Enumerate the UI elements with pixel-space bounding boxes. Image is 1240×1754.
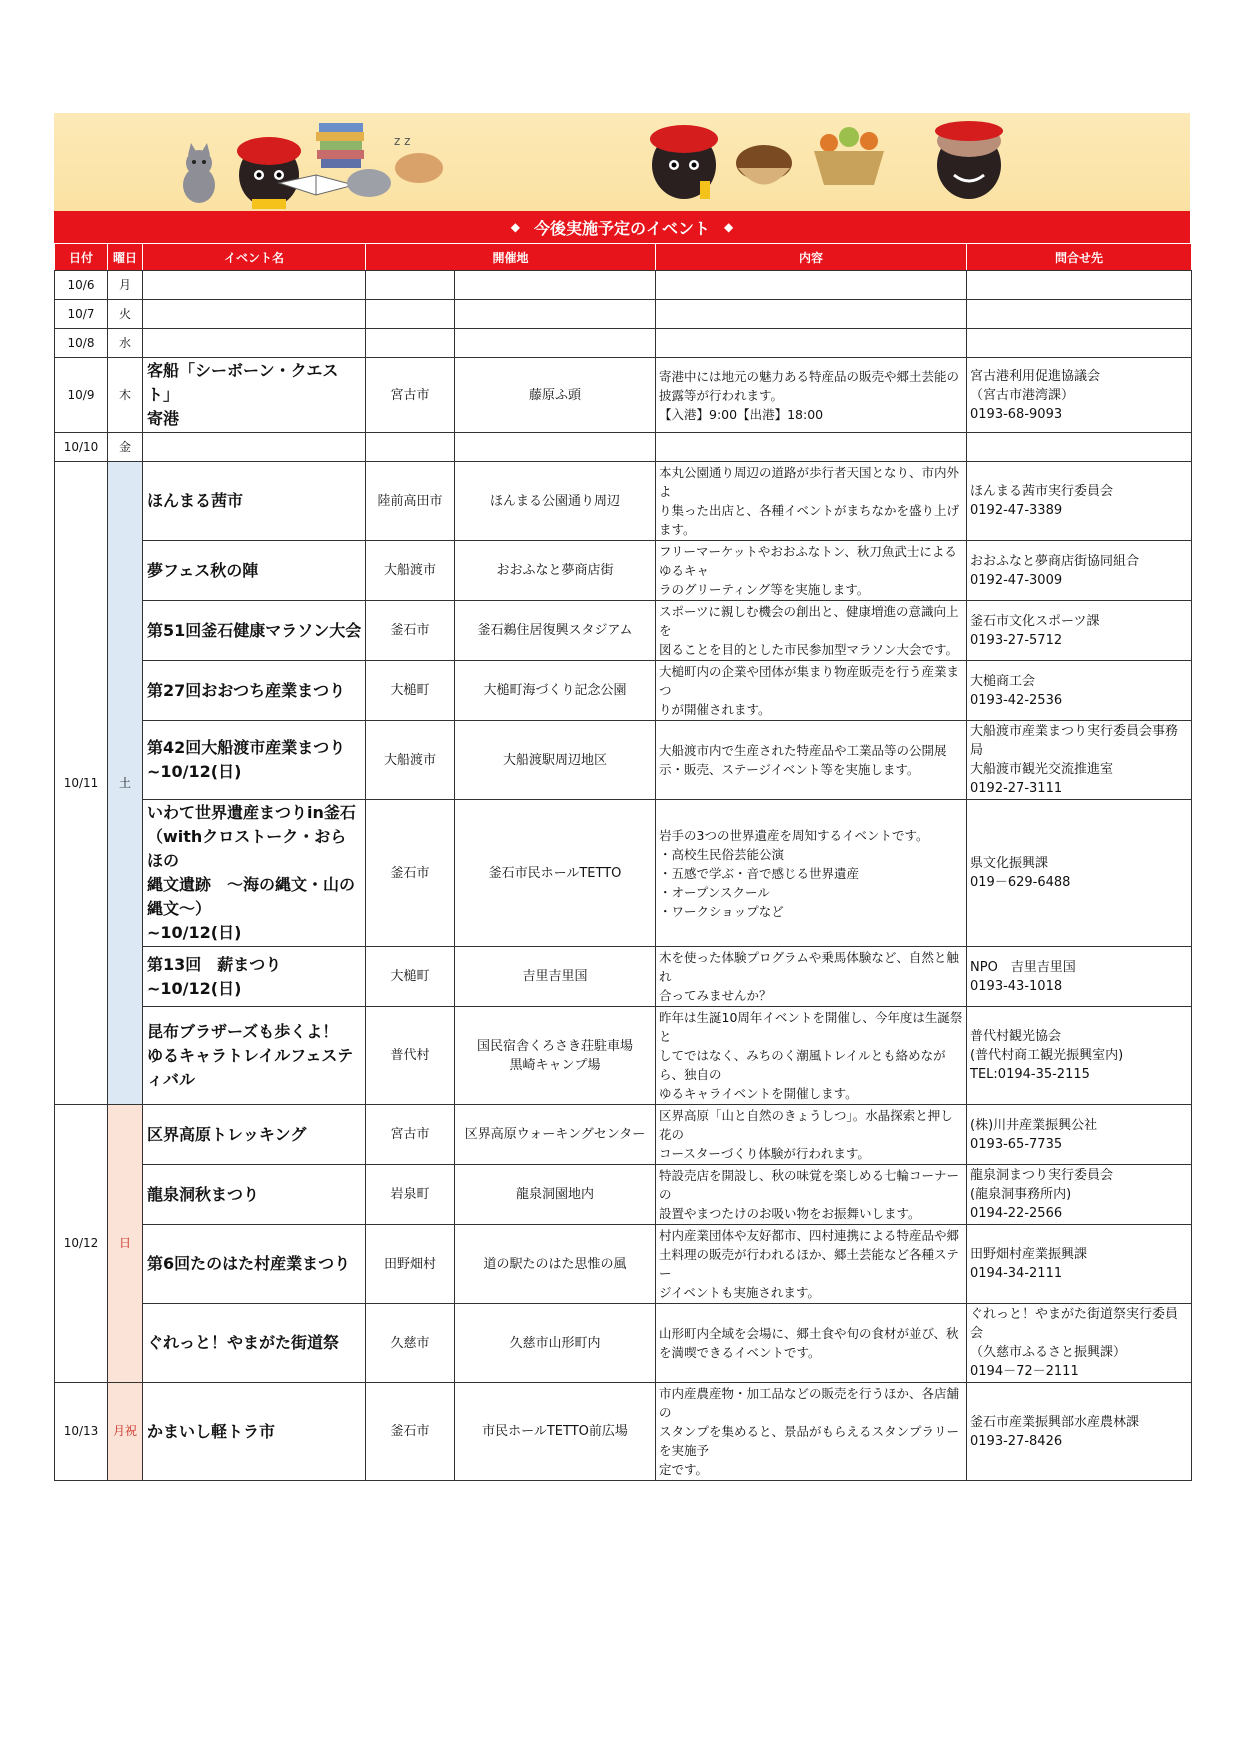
venue-cell <box>455 800 656 947</box>
city-cell <box>366 271 455 300</box>
city-cell <box>366 329 455 358</box>
day-cell: 土 <box>108 462 143 1105</box>
venue-cell-line: 吉里吉里国 <box>522 969 588 984</box>
content-cell <box>656 329 967 358</box>
contact-cell-line: 0193-27-8426 <box>970 1433 1063 1449</box>
content-cell <box>656 300 967 329</box>
venue-cell-line: ほんまる公園通り周辺 <box>490 493 621 509</box>
contact-cell <box>967 1225 1192 1304</box>
content-cell <box>656 721 967 800</box>
contact-cell-line: （宮古市港湾課） <box>970 387 1075 403</box>
books-stack-icon <box>316 123 364 168</box>
section-title-bar <box>54 211 1190 243</box>
contact-cell-line: ぐれっと！やまがた街道祭実行委員会 <box>970 1307 1179 1341</box>
venue-cell-line: 区界高原ウォーキングセンター <box>464 1127 646 1142</box>
content-cell-line: ・オープンスクール <box>659 884 770 900</box>
table-row <box>55 721 1192 800</box>
content-cell <box>656 1225 967 1304</box>
contact-cell-line: 大槌商工会 <box>970 673 1036 689</box>
venue-cell-line: 国民宿舎くろさき荘駐車場 <box>477 1038 634 1054</box>
table-row <box>55 1383 1192 1481</box>
contact-cell-line: 0192-27-3111 <box>970 781 1063 796</box>
contact-cell-line: 0193-42-2536 <box>970 692 1063 708</box>
table-row <box>55 1225 1192 1304</box>
content-cell-line: 区界高原「山と自然のきょうしつ」。水晶探索と押し花の <box>659 1108 953 1142</box>
table-row <box>55 1165 1192 1225</box>
contact-cell <box>967 800 1192 947</box>
venue-cell-line: 釜石市民ホールTETTO <box>488 865 622 881</box>
contact-cell-line: 龍泉洞まつり実行委員会 <box>970 1168 1114 1183</box>
city-cell: 岩泉町 <box>366 1165 455 1225</box>
day-cell: 火 <box>108 300 143 329</box>
city-cell: 大槌町 <box>366 947 455 1007</box>
event-name-cell <box>143 271 366 300</box>
contact-cell-line: 釜石市産業振興部水産農林課 <box>970 1414 1140 1430</box>
contact-cell-line: (普代村商工観光振興室内) <box>970 1048 1124 1063</box>
content-cell-line: りが開催されます。 <box>659 702 771 717</box>
content-cell-line: ・高校生民俗芸能公演 <box>659 846 785 862</box>
venue-cell <box>455 601 656 661</box>
table-row <box>55 300 1192 329</box>
table-row <box>55 541 1192 601</box>
event-name-cell-line: いわて世界遺産まつりin釜石 <box>147 803 356 822</box>
venue-cell-line: 市民ホールTETTO前広場 <box>482 1424 628 1439</box>
content-cell <box>656 433 967 462</box>
venue-cell <box>455 329 656 358</box>
venue-cell-line: 大槌町海づくり記念公園 <box>483 683 627 698</box>
contact-cell-line: ほんまる茜市実行委員会 <box>970 484 1114 499</box>
venue-cell-line: 釜石鵜住居復興スタジアム <box>477 623 633 638</box>
event-name-cell <box>143 300 366 329</box>
contact-cell <box>967 433 1192 462</box>
content-cell-line: 寄港中には地元の魅力ある特産品の販売や郷土芸能の <box>659 368 960 384</box>
contact-cell-line: 0194-22-2566 <box>970 1206 1063 1221</box>
contact-cell <box>967 329 1192 358</box>
diamond-icon: ◆ <box>510 220 520 234</box>
content-cell-line: ・五感で学ぶ・音で感じる世界遺産 <box>659 865 860 881</box>
content-cell-line: スポーツに親しむ機会の創出と、健康増進の意識向上を <box>659 604 959 638</box>
day-cell: 月祝 <box>108 1383 143 1481</box>
content-cell-line: してではなく、みちのく潮風トレイルとも絡めながら、独自の <box>659 1048 946 1082</box>
contact-cell-line: 0194－72－2111 <box>970 1364 1079 1379</box>
content-cell-line: 図ることを目的とした市民参加型マラソン大会です。 <box>659 642 959 657</box>
venue-cell-line: 道の駅たのはた思惟の風 <box>483 1256 627 1272</box>
contact-cell <box>967 1105 1192 1165</box>
contact-cell <box>967 1007 1192 1105</box>
table-row <box>55 947 1192 1007</box>
date-cell: 10/7 <box>55 300 108 329</box>
content-cell <box>656 1007 967 1105</box>
venue-cell <box>455 462 656 541</box>
chestnut-basket-icon <box>736 145 792 185</box>
content-cell-line: スタンプを集めると、景品がもらえるスタンプラリーを実施予 <box>659 1424 960 1458</box>
content-cell-line: 昨年は生誕10周年イベントを開催し、今年度は生誕祭と <box>659 1010 963 1044</box>
event-name-cell <box>143 1105 366 1165</box>
section-title: 今後実施予定のイベント <box>533 218 710 238</box>
event-name-cell <box>143 1383 366 1481</box>
content-cell <box>656 601 967 661</box>
events-table <box>54 243 1192 1481</box>
contact-cell <box>967 358 1192 433</box>
event-name-cell-line: 龍泉洞秋まつり <box>147 1184 260 1204</box>
contact-cell-line: 大船渡市産業まつり実行委員会事務局 <box>970 724 1179 758</box>
event-name-cell <box>143 661 366 721</box>
event-name-cell-line: 昆布ブラザーズも歩くよ！ <box>147 1021 339 1041</box>
content-cell <box>656 1304 967 1383</box>
content-cell <box>656 800 967 947</box>
day-cell: 木 <box>108 358 143 433</box>
city-cell: 釜石市 <box>366 800 455 947</box>
content-cell-line: 市内産農産物・加工品などの販売を行うほか、各店舗の <box>659 1386 960 1420</box>
event-name-cell-line: 夢フェス秋の陣 <box>147 560 259 580</box>
content-cell <box>656 1383 967 1481</box>
content-cell <box>656 947 967 1007</box>
contact-cell <box>967 271 1192 300</box>
content-cell-line: コースターづくり体験が行われます。 <box>659 1146 870 1161</box>
venue-cell-line: 藤原ふ頭 <box>529 387 582 403</box>
content-cell-line: 設置やまつたけのお吸い物をお振舞いします。 <box>659 1206 921 1221</box>
contact-cell <box>967 661 1192 721</box>
city-cell: 宮古市 <box>366 358 455 433</box>
table-header-row <box>55 244 1192 271</box>
contact-cell-line: (龍泉洞事務所内) <box>970 1187 1072 1202</box>
day-cell: 水 <box>108 329 143 358</box>
contact-cell-line: TEL:0194-35-2115 <box>970 1067 1090 1082</box>
date-cell: 10/12 <box>55 1105 108 1383</box>
table-row <box>55 1105 1192 1165</box>
city-cell: 釜石市 <box>366 1383 455 1481</box>
column-header-day: 曜日 <box>108 244 143 271</box>
table-body <box>55 271 1192 1481</box>
table-row <box>55 800 1192 947</box>
content-cell-line: 披露等が行われます。 <box>659 387 784 403</box>
content-cell <box>656 1105 967 1165</box>
city-cell: 大船渡市 <box>366 721 455 800</box>
table-row <box>55 329 1192 358</box>
contact-cell <box>967 462 1192 541</box>
contact-cell <box>967 601 1192 661</box>
date-cell: 10/6 <box>55 271 108 300</box>
event-name-cell-line: 縄文～） <box>147 899 212 918</box>
content-cell-line: 木を使った体験プログラムや乗馬体験など、自然と触れ <box>659 950 959 984</box>
contact-cell-line: おおふなと夢商店街協同組合 <box>970 553 1140 569</box>
contact-cell-line: 0192-47-3009 <box>970 572 1063 588</box>
table-row <box>55 1304 1192 1383</box>
event-name-cell-line: 第27回おおつち産業まつり <box>147 680 346 700</box>
content-cell <box>656 1165 967 1225</box>
content-cell-line: を満喫できるイベントです。 <box>659 1345 821 1360</box>
content-cell-line: 本丸公園通り周辺の道路が歩行者天国となり、市内外よ <box>659 465 960 499</box>
venue-cell <box>455 661 656 721</box>
contact-cell <box>967 721 1192 800</box>
venue-cell-line: 久慈市山形町内 <box>509 1335 601 1351</box>
event-name-cell <box>143 1304 366 1383</box>
event-name-cell-line: 客船「シーボーン・クエスト」 <box>147 361 339 404</box>
contact-cell-line: 普代村観光協会 <box>970 1029 1062 1044</box>
contact-cell <box>967 541 1192 601</box>
date-cell: 10/9 <box>55 358 108 433</box>
contact-cell-line: 0193-43-1018 <box>970 978 1063 994</box>
venue-cell <box>455 541 656 601</box>
day-cell: 日 <box>108 1105 143 1383</box>
mascot-icon <box>237 137 301 209</box>
event-name-cell-line: 第13回 薪まつり <box>147 954 282 974</box>
table-row <box>55 661 1192 721</box>
table-row <box>55 358 1192 433</box>
mascot-icon <box>650 125 718 199</box>
content-cell-line: り集った出店と、各種イベントがまちなかを盛り上げます。 <box>659 503 960 537</box>
city-cell: 普代村 <box>366 1007 455 1105</box>
city-cell: 田野畑村 <box>366 1225 455 1304</box>
event-name-cell-line: ほんまる茜市 <box>147 491 244 510</box>
event-name-cell <box>143 721 366 800</box>
contact-cell-line: 0193-68-9093 <box>970 406 1063 422</box>
mascot-icon <box>935 121 1003 199</box>
date-cell: 10/10 <box>55 433 108 462</box>
event-name-cell <box>143 329 366 358</box>
venue-cell-line: おおふなと夢商店街 <box>496 563 614 578</box>
content-cell-line: 特設売店を開設し、秋の味覚を楽しめる七輪コーナーの <box>659 1168 960 1202</box>
venue-cell <box>455 1383 656 1481</box>
event-name-cell-line: ~10/12(日) <box>147 923 242 942</box>
venue-cell <box>455 947 656 1007</box>
venue-cell-line: 龍泉洞園地内 <box>516 1187 595 1202</box>
venue-cell <box>455 721 656 800</box>
contact-cell <box>967 300 1192 329</box>
table-row <box>55 601 1192 661</box>
event-name-cell-line: （withクロストーク・おらほの <box>147 827 347 870</box>
content-cell-line: 示・販売、ステージイベント等を実施します。 <box>659 762 920 777</box>
venue-cell <box>455 433 656 462</box>
content-cell-line: 山形町内全域を会場に、郷土食や旬の食材が並び、秋 <box>659 1326 959 1341</box>
city-cell: 大船渡市 <box>366 541 455 601</box>
column-header-date: 日付 <box>55 244 108 271</box>
table-row <box>55 271 1192 300</box>
column-header-venue: 開催地 <box>366 244 656 271</box>
table-row <box>55 433 1192 462</box>
date-cell: 10/13 <box>55 1383 108 1481</box>
content-cell-line: ・ワークショップなど <box>659 903 784 919</box>
diamond-icon: ◆ <box>724 220 734 234</box>
event-name-cell <box>143 462 366 541</box>
mascot-illustration <box>54 113 1190 211</box>
date-cell: 10/8 <box>55 329 108 358</box>
contact-cell-line: （久慈市ふるさと振興課） <box>970 1345 1127 1360</box>
venue-cell <box>455 300 656 329</box>
table-row <box>55 462 1192 541</box>
venue-cell <box>455 271 656 300</box>
content-cell-line: 定です。 <box>659 1462 709 1477</box>
contact-cell-line: NPO 吉里吉里国 <box>970 959 1076 975</box>
contact-cell-line: 県文化振興課 <box>970 856 1049 871</box>
venue-cell-line: 大船渡駅周辺地区 <box>503 752 608 768</box>
event-name-cell-line: ゆるキャラトレイルフェスティバル <box>147 1045 354 1089</box>
event-name-cell-line: かまいし軽トラ市 <box>147 1421 276 1441</box>
event-name-cell-line: 区界高原トレッキング <box>147 1124 307 1144</box>
event-name-cell-line: 縄文遺跡 ～海の縄文・山の <box>147 875 356 894</box>
event-name-cell-line: 寄港 <box>147 409 180 428</box>
contact-cell-line: 0193-65-7735 <box>970 1136 1063 1152</box>
event-name-cell <box>143 358 366 433</box>
event-name-cell <box>143 947 366 1007</box>
city-cell <box>366 433 455 462</box>
content-cell <box>656 541 967 601</box>
day-cell: 月 <box>108 271 143 300</box>
content-cell-line: フリーマーケットやおおふなトン、秋刀魚武士によるゆるキャ <box>659 544 957 578</box>
contact-cell-line: 宮古港利用促進協議会 <box>970 368 1101 384</box>
content-cell-line: ゆるキャライベントを開催します。 <box>659 1086 858 1101</box>
event-name-cell <box>143 541 366 601</box>
content-cell-line: ジイベントも実施されます。 <box>659 1285 820 1300</box>
content-cell <box>656 271 967 300</box>
content-cell-line: 合ってみませんか？ <box>659 988 772 1003</box>
city-cell: 久慈市 <box>366 1304 455 1383</box>
event-name-cell-line: 第6回たのはた村産業まつり <box>147 1254 351 1273</box>
content-cell-line: 大槌町内の企業や団体が集まり物産販売を行う産業まつ <box>659 664 960 698</box>
event-name-cell <box>143 1225 366 1304</box>
contact-cell <box>967 947 1192 1007</box>
column-header-contact: 問合せ先 <box>967 244 1192 271</box>
contact-cell-line: 0193-27-5712 <box>970 632 1063 648</box>
contact-cell <box>967 1304 1192 1383</box>
event-name-cell <box>143 601 366 661</box>
contact-cell-line: 田野畑村産業振興課 <box>970 1247 1088 1262</box>
date-cell: 10/11 <box>55 462 108 1105</box>
city-cell: 大槌町 <box>366 661 455 721</box>
contact-cell-line: 釜石市文化スポーツ課 <box>970 613 1100 629</box>
event-name-cell <box>143 1165 366 1225</box>
city-cell: 宮古市 <box>366 1105 455 1165</box>
contact-cell-line: 019－629-6488 <box>970 875 1071 890</box>
contact-cell <box>967 1165 1192 1225</box>
event-name-cell <box>143 433 366 462</box>
column-header-content: 内容 <box>656 244 967 271</box>
content-cell <box>656 661 967 721</box>
content-cell <box>656 358 967 433</box>
content-cell-line: 土料理の販売が行われるほか、郷土芸能など各種ステー <box>659 1247 959 1281</box>
header-illustration-banner <box>54 113 1190 211</box>
column-header-event-name: イベント名 <box>143 244 366 271</box>
content-cell <box>656 462 967 541</box>
city-cell: 釜石市 <box>366 601 455 661</box>
event-name-cell-line: ぐれっと！やまがた街道祭 <box>147 1333 340 1352</box>
cat-icon <box>183 143 215 203</box>
event-name-cell-line: 第51回釜石健康マラソン大会 <box>147 620 362 640</box>
content-cell-line: 岩手の3つの世界遺産を周知するイベントです。 <box>659 827 929 843</box>
city-cell <box>366 300 455 329</box>
event-name-cell-line: ~10/12(日) <box>147 762 242 781</box>
content-cell-line: 大船渡市内で生産された特産品や工業品等の公開展 <box>659 743 947 758</box>
svg-text:z z: z z <box>394 134 411 148</box>
event-name-cell <box>143 800 366 947</box>
venue-cell <box>455 1225 656 1304</box>
day-cell: 金 <box>108 433 143 462</box>
content-cell-line: ラのグリーティング等を実施します。 <box>659 582 870 597</box>
event-name-cell-line: 第42回大船渡市産業まつり <box>147 738 346 757</box>
venue-cell <box>455 358 656 433</box>
contact-cell-line: 大船渡市観光交流推進室 <box>970 762 1114 777</box>
event-name-cell <box>143 1007 366 1105</box>
contact-cell-line: (株)川井産業振興公社 <box>970 1117 1098 1133</box>
venue-cell <box>455 1304 656 1383</box>
city-cell: 陸前高田市 <box>366 462 455 541</box>
venue-cell <box>455 1105 656 1165</box>
contact-cell <box>967 1383 1192 1481</box>
contact-cell-line: 0194-34-2111 <box>970 1266 1063 1281</box>
venue-cell <box>455 1165 656 1225</box>
content-cell-line: 【入港】9:00【出港】18:00 <box>659 406 824 422</box>
content-cell-line: 村内産業団体や友好都市、四村連携による特産品や郷 <box>659 1228 960 1243</box>
venue-cell <box>455 1007 656 1105</box>
event-name-cell-line: ~10/12(日) <box>147 978 242 998</box>
table-row <box>55 1007 1192 1105</box>
fruit-basket-icon <box>814 127 884 185</box>
venue-cell-line: 黒崎キャンプ場 <box>509 1057 601 1073</box>
contact-cell-line: 0192-47-3389 <box>970 503 1063 518</box>
